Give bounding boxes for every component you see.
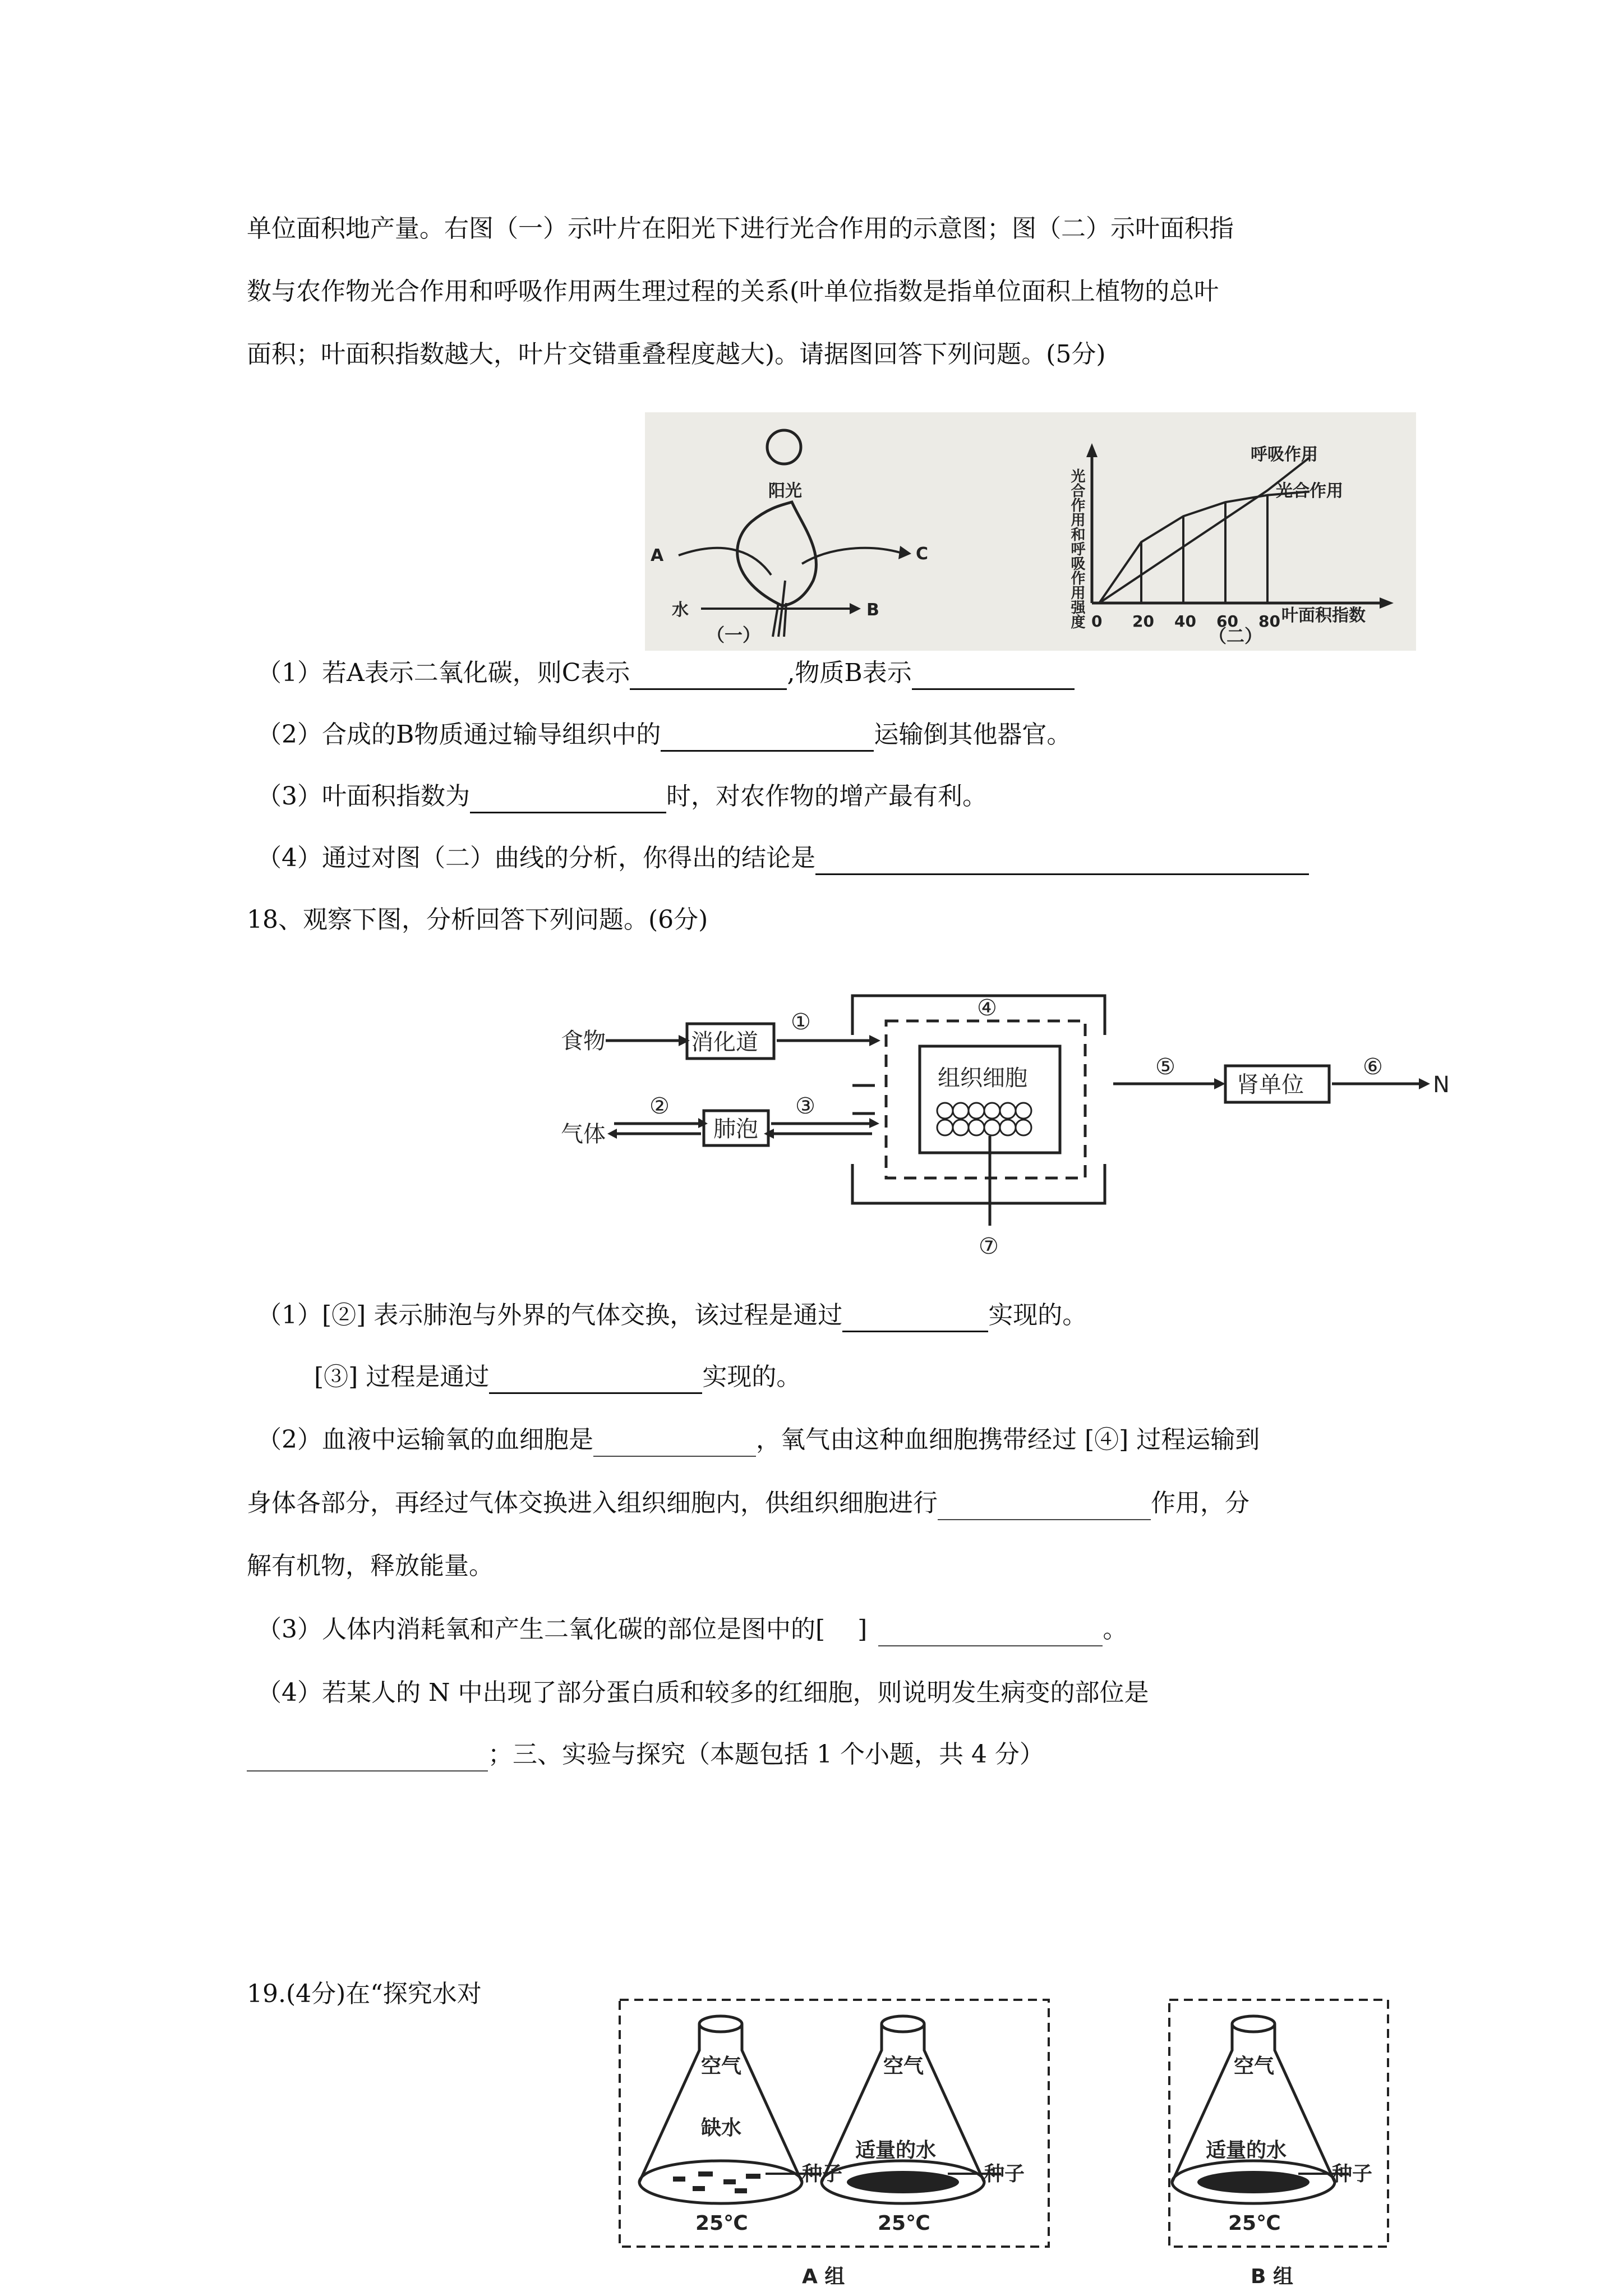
q18-part2-b [247,1487,1249,1520]
vessel-outline [852,996,1105,1203]
q18-p2-text-b: ，氧气由这种血细胞携带经过 [④] 过程运输到 [756,1425,1260,1454]
label-a: A [651,546,664,565]
label-digestive: 消化道 [691,1029,758,1055]
q18-p1-text-b: 实现的。 [988,1301,1087,1329]
label-c1: ① [791,1009,811,1035]
flask-a1-seed: 种子 [802,2162,843,2185]
legend-respiration: 呼吸作用 [1251,445,1318,464]
q18-p1-text-c: [③] 过程是通过 [314,1363,490,1391]
q18-part2 [257,1423,1260,1457]
q17-part4 [257,841,1309,875]
flask-a2-temp: 25℃ [878,2212,930,2235]
flask-b-water: 适量的水 [1206,2139,1287,2162]
label-c: C [916,544,929,564]
q19-title: 19.(4分)在“探究水对 [247,1980,482,2008]
q18-blank-3[interactable] [489,1366,702,1394]
q17-p2-text-a: （2）合成的B物质通过输导组织中的 [257,720,661,749]
q17-p3-text-b: 时，对农作物的增产最有利。 [666,782,987,811]
group-b-frame [1169,2000,1388,2247]
flask-a1-water: 缺水 [701,2116,742,2139]
label-b: B [866,600,879,620]
sun-label: 阳光 [768,481,802,501]
diagram-circulation [561,979,1492,1271]
label-kidney: 肾单位 [1237,1072,1304,1098]
label-c3: ③ [795,1093,815,1119]
flask-a1-temp: 25℃ [695,2212,748,2235]
q18-title: 18、观察下图，分析回答下列问题。(6分) [247,905,708,934]
q18-blank-respiration[interactable] [938,1493,1151,1520]
flask-b-air: 空气 [1234,2055,1275,2078]
caption-fig2: （二） [1209,625,1263,647]
x-tick-40: 40 [1174,612,1196,631]
q17-blank-conclusion[interactable] [815,848,1309,875]
q18-part1-b [314,1360,801,1394]
flask-a1-air: 空气 [701,2055,742,2078]
q17-p1-text-a: （1）若A表示二氧化碳，则C表示 [257,659,630,687]
x-axis-label: 叶面积指数 [1281,606,1366,625]
q18-part3 [257,1613,1127,1646]
q18-blank-site[interactable] [878,1619,1103,1646]
q18-p2-text-c: 身体各部分，再经过气体交换进入组织细胞内，供组织细胞进行 [247,1489,938,1517]
flask-a2-air: 空气 [883,2055,924,2078]
q17-blank-c[interactable] [630,662,787,690]
q17-part1 [257,656,1075,690]
q17-blank-b[interactable] [912,662,1075,690]
q18-p2-text-d: 作用，分 [1151,1489,1249,1517]
q17-blank-tissue[interactable] [661,724,874,752]
q18-blank-cell[interactable] [593,1430,756,1457]
label-n: N [1433,1072,1450,1098]
q18-blank-lesion[interactable] [247,1745,488,1772]
x-tick-0: 0 [1091,612,1103,631]
flask-b-temp: 25℃ [1228,2212,1281,2235]
label-c6: ⑥ [1363,1054,1383,1080]
label-c4: ④ [977,995,997,1021]
q18-p4-text-b: ；三、实验与探究（本题包括 1 个小题，共 4 分） [488,1740,1044,1769]
q17-p2-text-b: 运输倒其他器官。 [874,720,1072,749]
label-water: 水 [672,600,689,620]
label-c5: ⑤ [1155,1054,1175,1080]
flask-b-seed: 种子 [1332,2162,1373,2185]
group-b-label: B 组 [1251,2265,1293,2288]
flask-a1 [639,2016,802,2203]
legend-photosynthesis: 光合作用 [1276,481,1343,501]
q18-part4: （4）若某人的 N 中出现了部分蛋白质和较多的红细胞，则说明发生病变的部位是 [257,1678,1149,1707]
x-tick-80: 80 [1258,612,1280,631]
q18-blank-2[interactable] [842,1305,988,1332]
label-c7: ⑦ [979,1234,999,1259]
q17-p1-text-b: ,物质B表示 [787,659,912,687]
q18-part2-c: 解有机物，释放能量。 [247,1552,494,1580]
label-food: 食物 [561,1028,606,1054]
group-a-label: A 组 [802,2265,845,2288]
x-tick-20: 20 [1132,612,1154,631]
q17-part3 [257,780,987,813]
flask-a2-water: 适量的水 [855,2139,937,2162]
caption-fig1: （一） [707,624,761,646]
y-axis-label: 光合作用和呼吸作用强度 [1068,468,1085,629]
q17-part2 [257,718,1071,752]
label-c2: ② [649,1093,670,1119]
intro-line-3: 面积；叶面积指数越大，叶片交错重叠程度越大)。请据图回答下列问题。(5分) [247,340,1106,369]
q18-p3-text-b: 。 [1103,1615,1128,1644]
label-tissue: 组织细胞 [938,1065,1027,1091]
diagram-flasks [608,1989,1427,2292]
q18-p1-text-a: （1）[②] 表示肺泡与外界的气体交换，该过程是通过 [257,1301,843,1329]
q17-blank-index[interactable] [470,786,666,813]
intro-line-1: 单位面积地产量。右图（一）示叶片在阳光下进行光合作用的示意图；图（二）示叶面积指 [247,214,1234,243]
intro-line-2: 数与农作物光合作用和呼吸作用两生理过程的关系(叶单位指数是指单位面积上植物的总叶 [247,277,1219,306]
group-a-frame [620,2000,1049,2247]
label-alveoli: 肺泡 [713,1116,758,1142]
x-tick-60: 60 [1216,612,1238,631]
cell-cluster [937,1103,1031,1135]
q18-p2-text-a: （2）血液中运输氧的血细胞是 [257,1425,593,1454]
q18-p3-text-a: （3）人体内消耗氧和产生二氧化碳的部位是图中的[ ] [257,1615,868,1644]
q17-p4-text-a: （4）通过对图（二）曲线的分析，你得出的结论是 [257,844,815,872]
label-gas: 气体 [561,1121,606,1147]
q18-p1-text-d: 实现的。 [702,1363,801,1391]
q17-p3-text-a: （3）叶面积指数为 [257,782,470,811]
flask-a2-seed: 种子 [984,2162,1025,2185]
q18-part1 [257,1299,1087,1332]
vessel-dashed [886,1021,1085,1178]
figure-leaf-and-chart [645,412,1416,651]
q18-part4-b [247,1738,1044,1772]
